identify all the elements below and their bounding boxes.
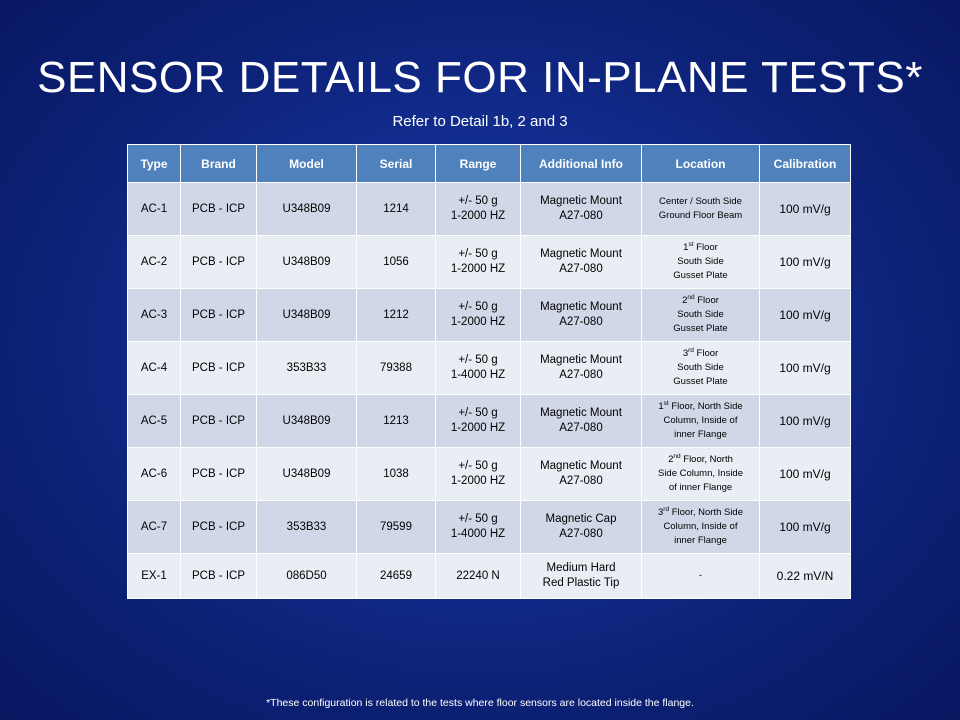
cell-line: of inner Flange bbox=[668, 482, 733, 493]
table-body bbox=[128, 183, 851, 599]
cell-brand: PCB - ICP bbox=[181, 342, 257, 395]
cell-line: Gusset Plate bbox=[673, 323, 728, 334]
cell-brand: PCB - ICP bbox=[181, 183, 257, 236]
header-additional-info: Additional Info bbox=[521, 145, 642, 183]
cell-brand: PCB - ICP bbox=[181, 236, 257, 289]
cell-calibration: 100 mV/g bbox=[760, 236, 851, 289]
ordinal-number: 3 bbox=[658, 507, 664, 518]
cell-line: Medium Hard bbox=[546, 562, 616, 574]
cell-line: Magnetic Cap bbox=[545, 513, 617, 525]
ordinal-rest: Floor, North bbox=[680, 454, 733, 465]
cell-additional-info bbox=[521, 448, 642, 501]
table-row bbox=[128, 289, 851, 342]
cell-serial: 1038 bbox=[357, 448, 436, 501]
cell-model: 353B33 bbox=[257, 342, 357, 395]
cell-location bbox=[642, 554, 760, 599]
cell-range bbox=[436, 183, 521, 236]
cell-calibration: 100 mV/g bbox=[760, 342, 851, 395]
table-row bbox=[128, 501, 851, 554]
ordinal-rest: Floor bbox=[693, 348, 719, 359]
table-row bbox=[128, 236, 851, 289]
ordinal-rest: Floor, North Side bbox=[668, 401, 743, 412]
cell-location bbox=[642, 448, 760, 501]
ordinal-number: 2 bbox=[682, 295, 688, 306]
cell-location bbox=[642, 289, 760, 342]
ordinal-suffix: st bbox=[688, 240, 694, 248]
cell-line: 1-2000 HZ bbox=[450, 316, 506, 328]
cell-serial: 24659 bbox=[357, 554, 436, 599]
cell-additional-info bbox=[521, 236, 642, 289]
cell-location bbox=[642, 183, 760, 236]
cell-line: Column, Inside of bbox=[663, 521, 738, 532]
cell-line: Magnetic Mount bbox=[540, 195, 622, 207]
ordinal-suffix: rd bbox=[663, 505, 670, 513]
footnote: *These configuration is related to the tests where floor sensors are located inside the flange. bbox=[266, 697, 694, 709]
cell-additional-info bbox=[521, 395, 642, 448]
cell-line: - bbox=[698, 570, 703, 581]
cell-line: Red Plastic Tip bbox=[542, 577, 620, 589]
header-type: Type bbox=[128, 145, 181, 183]
cell-line: Side Column, Inside bbox=[657, 468, 744, 479]
cell-line: A27-080 bbox=[559, 316, 603, 328]
cell-type: AC-7 bbox=[128, 501, 181, 554]
cell-line: 1-2000 HZ bbox=[450, 263, 506, 275]
cell-brand: PCB - ICP bbox=[181, 501, 257, 554]
cell-line bbox=[668, 454, 733, 465]
cell-line: South Side bbox=[677, 309, 724, 320]
cell-line: Magnetic Mount bbox=[540, 248, 622, 260]
cell-serial: 1212 bbox=[357, 289, 436, 342]
cell-location bbox=[642, 342, 760, 395]
slide-subtitle: Refer to Detail 1b, 2 and 3 bbox=[392, 113, 568, 130]
cell-brand: PCB - ICP bbox=[181, 448, 257, 501]
cell-line: 1-2000 HZ bbox=[450, 422, 506, 434]
cell-brand: PCB - ICP bbox=[181, 289, 257, 342]
cell-type: AC-5 bbox=[128, 395, 181, 448]
cell-range bbox=[436, 395, 521, 448]
cell-calibration: 0.22 mV/N bbox=[760, 554, 851, 599]
table-row bbox=[128, 183, 851, 236]
ordinal-number: 2 bbox=[668, 454, 674, 465]
cell-serial: 79388 bbox=[357, 342, 436, 395]
cell-line: South Side bbox=[677, 362, 724, 373]
cell-line bbox=[658, 401, 742, 412]
ordinal-rest: Floor bbox=[693, 242, 718, 253]
cell-line: Center / South Side bbox=[659, 196, 742, 207]
cell-line: Magnetic Mount bbox=[540, 460, 622, 472]
cell-line: +/- 50 g bbox=[458, 301, 498, 313]
cell-line bbox=[683, 242, 718, 253]
cell-location bbox=[642, 236, 760, 289]
cell-line: 1-4000 HZ bbox=[450, 369, 506, 381]
cell-type: AC-2 bbox=[128, 236, 181, 289]
cell-model: U348B09 bbox=[257, 183, 357, 236]
cell-model: U348B09 bbox=[257, 448, 357, 501]
cell-model: U348B09 bbox=[257, 236, 357, 289]
cell-type: AC-6 bbox=[128, 448, 181, 501]
slide-title: SENSOR DETAILS FOR IN-PLANE TESTS* bbox=[37, 53, 923, 102]
cell-additional-info bbox=[521, 554, 642, 599]
ordinal-number: 1 bbox=[683, 242, 689, 253]
cell-calibration: 100 mV/g bbox=[760, 183, 851, 236]
cell-calibration: 100 mV/g bbox=[760, 448, 851, 501]
cell-range bbox=[436, 236, 521, 289]
header-range: Range bbox=[436, 145, 521, 183]
cell-line: A27-080 bbox=[559, 263, 603, 275]
cell-range bbox=[436, 289, 521, 342]
cell-model: 353B33 bbox=[257, 501, 357, 554]
cell-type: AC-4 bbox=[128, 342, 181, 395]
table-header-row bbox=[128, 145, 851, 183]
cell-line: A27-080 bbox=[559, 422, 603, 434]
ordinal-suffix: st bbox=[663, 399, 669, 407]
cell-additional-info bbox=[521, 183, 642, 236]
cell-location bbox=[642, 395, 760, 448]
cell-line bbox=[658, 507, 743, 518]
cell-line: inner Flange bbox=[674, 535, 727, 546]
cell-range bbox=[436, 554, 521, 599]
table-row bbox=[128, 554, 851, 599]
cell-line: +/- 50 g bbox=[458, 407, 498, 419]
cell-serial: 1213 bbox=[357, 395, 436, 448]
cell-type: AC-1 bbox=[128, 183, 181, 236]
cell-model: U348B09 bbox=[257, 395, 357, 448]
header-calibration: Calibration bbox=[760, 145, 851, 183]
ordinal-suffix: rd bbox=[688, 346, 694, 354]
cell-calibration: 100 mV/g bbox=[760, 395, 851, 448]
ordinal-suffix: nd bbox=[687, 293, 695, 301]
ordinal-rest: Floor bbox=[694, 295, 719, 306]
ordinal-number: 3 bbox=[682, 348, 689, 359]
ordinal-rest: Floor, North Side bbox=[669, 507, 743, 518]
cell-type: AC-3 bbox=[128, 289, 181, 342]
table-row bbox=[128, 342, 851, 395]
cell-additional-info bbox=[521, 342, 642, 395]
cell-line: +/- 50 g bbox=[458, 513, 498, 525]
cell-line bbox=[682, 295, 719, 306]
cell-additional-info bbox=[521, 501, 642, 554]
cell-line: 1-4000 HZ bbox=[450, 528, 506, 540]
cell-range bbox=[436, 501, 521, 554]
cell-line: inner Flange bbox=[674, 429, 727, 440]
table-row bbox=[128, 395, 851, 448]
header-location: Location bbox=[642, 145, 760, 183]
cell-line: 22240 N bbox=[456, 569, 500, 582]
cell-line: Magnetic Mount bbox=[540, 301, 622, 313]
cell-line: A27-080 bbox=[559, 475, 603, 487]
cell-calibration: 100 mV/g bbox=[760, 289, 851, 342]
ordinal-number: 1 bbox=[658, 401, 664, 412]
cell-location bbox=[642, 501, 760, 554]
cell-serial: 1056 bbox=[357, 236, 436, 289]
cell-line: 1-2000 HZ bbox=[450, 210, 506, 222]
cell-line: +/- 50 g bbox=[458, 195, 498, 207]
cell-range bbox=[436, 342, 521, 395]
cell-model: U348B09 bbox=[257, 289, 357, 342]
cell-line: +/- 50 g bbox=[458, 248, 498, 260]
cell-range bbox=[436, 448, 521, 501]
cell-line: Gusset Plate bbox=[673, 376, 728, 387]
cell-line: A27-080 bbox=[559, 210, 603, 222]
cell-serial: 79599 bbox=[357, 501, 436, 554]
cell-line: A27-080 bbox=[559, 369, 603, 381]
cell-line: Magnetic Mount bbox=[540, 407, 622, 419]
table-row bbox=[128, 448, 851, 501]
cell-line: Ground Floor Beam bbox=[658, 210, 743, 221]
cell-additional-info bbox=[521, 289, 642, 342]
cell-model: 086D50 bbox=[257, 554, 357, 599]
cell-brand: PCB - ICP bbox=[181, 395, 257, 448]
cell-type: EX-1 bbox=[128, 554, 181, 599]
header-model: Model bbox=[257, 145, 357, 183]
cell-line: Gusset Plate bbox=[673, 270, 728, 281]
cell-calibration: 100 mV/g bbox=[760, 501, 851, 554]
header-brand: Brand bbox=[181, 145, 257, 183]
ordinal-suffix: nd bbox=[673, 452, 681, 460]
cell-line: South Side bbox=[677, 256, 724, 267]
cell-brand: PCB - ICP bbox=[181, 554, 257, 599]
header-serial: Serial bbox=[357, 145, 436, 183]
cell-line: Magnetic Mount bbox=[540, 354, 622, 366]
cell-line: Column, Inside of bbox=[663, 415, 738, 426]
sensor-details-table bbox=[127, 144, 851, 599]
cell-line: 1-2000 HZ bbox=[450, 475, 506, 487]
cell-serial: 1214 bbox=[357, 183, 436, 236]
cell-line: +/- 50 g bbox=[458, 354, 498, 366]
cell-line bbox=[683, 348, 718, 359]
cell-line: A27-080 bbox=[559, 528, 603, 540]
cell-line: +/- 50 g bbox=[458, 460, 498, 472]
